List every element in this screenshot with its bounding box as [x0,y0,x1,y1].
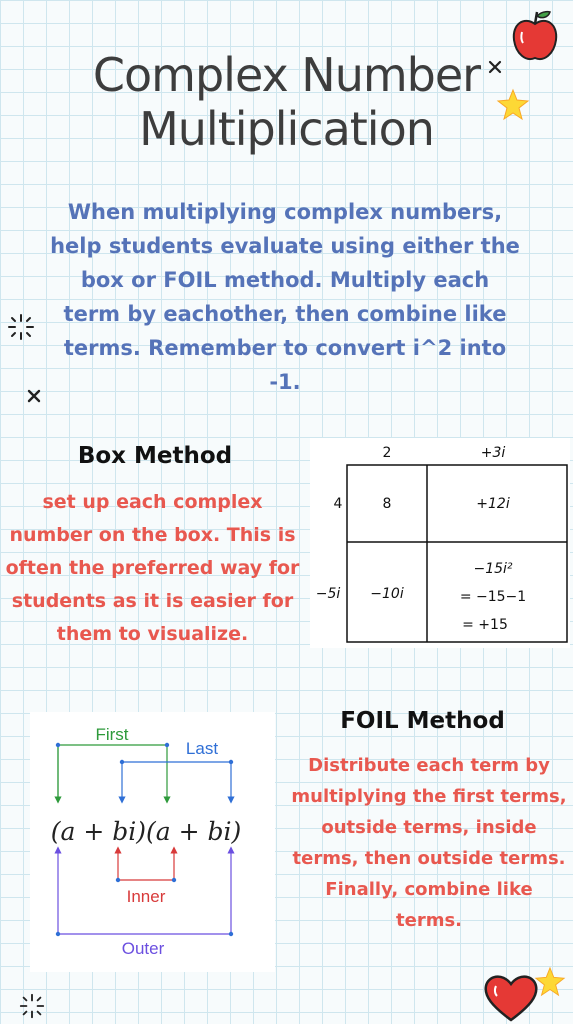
box-top-label-1: 2 [382,445,392,461]
foil-method-heading: FOIL Method [340,708,505,734]
sparkle-icon [6,312,36,342]
box-method-heading: Box Method [77,443,233,469]
box-method-description: set up each complex number on the box. This is often the preferred way for students as it is easier for them to visualize. [5,491,300,645]
box-cell-r2c2-line1: −15i² [473,561,513,577]
heart-icon [482,972,540,1024]
box-method-diagram [310,438,570,648]
foil-expression: (a + bi)(a + bi) [50,817,242,846]
box-side-label-2: −5i [315,586,341,602]
star-icon [534,966,566,998]
foil-diagram [30,712,275,972]
title-line-2: Multiplication [139,102,434,156]
title-line-1: Complex Number [92,48,481,102]
foil-method-description: Distribute each term by multiplying the first terms, outside terms, inside terms, then outside terms. Finally, combine like terms. [291,755,567,931]
box-cell-r2c2-line2: = −15−1 [459,589,527,605]
box-cell-r2c2-line3: = +15 [462,617,508,633]
foil-label-outer: Outer [121,939,165,958]
box-cell-r2c1: −10i [370,586,404,602]
cross-icon [488,60,502,74]
foil-label-last: Last [185,739,219,758]
box-cell-r1c1: 8 [382,496,392,512]
box-top-label-2: +3i [480,445,506,461]
intro-paragraph: When multiplying complex numbers, help students evaluate using either the box or FOIL method. Multiply each term by eachother, then combine like terms. Remember to convert i^2 into -1. [50,200,520,394]
box-side-label-1: 4 [333,496,343,512]
cross-icon [26,388,42,404]
foil-label-first: First [95,725,129,744]
box-grid [347,465,567,642]
box-cell-r1c2: +12i [476,496,510,512]
sparkle-icon [18,992,46,1020]
apple-icon [510,8,560,64]
foil-label-inner: Inner [126,887,166,906]
foil-first-bracket [58,745,167,800]
star-icon [496,88,530,122]
